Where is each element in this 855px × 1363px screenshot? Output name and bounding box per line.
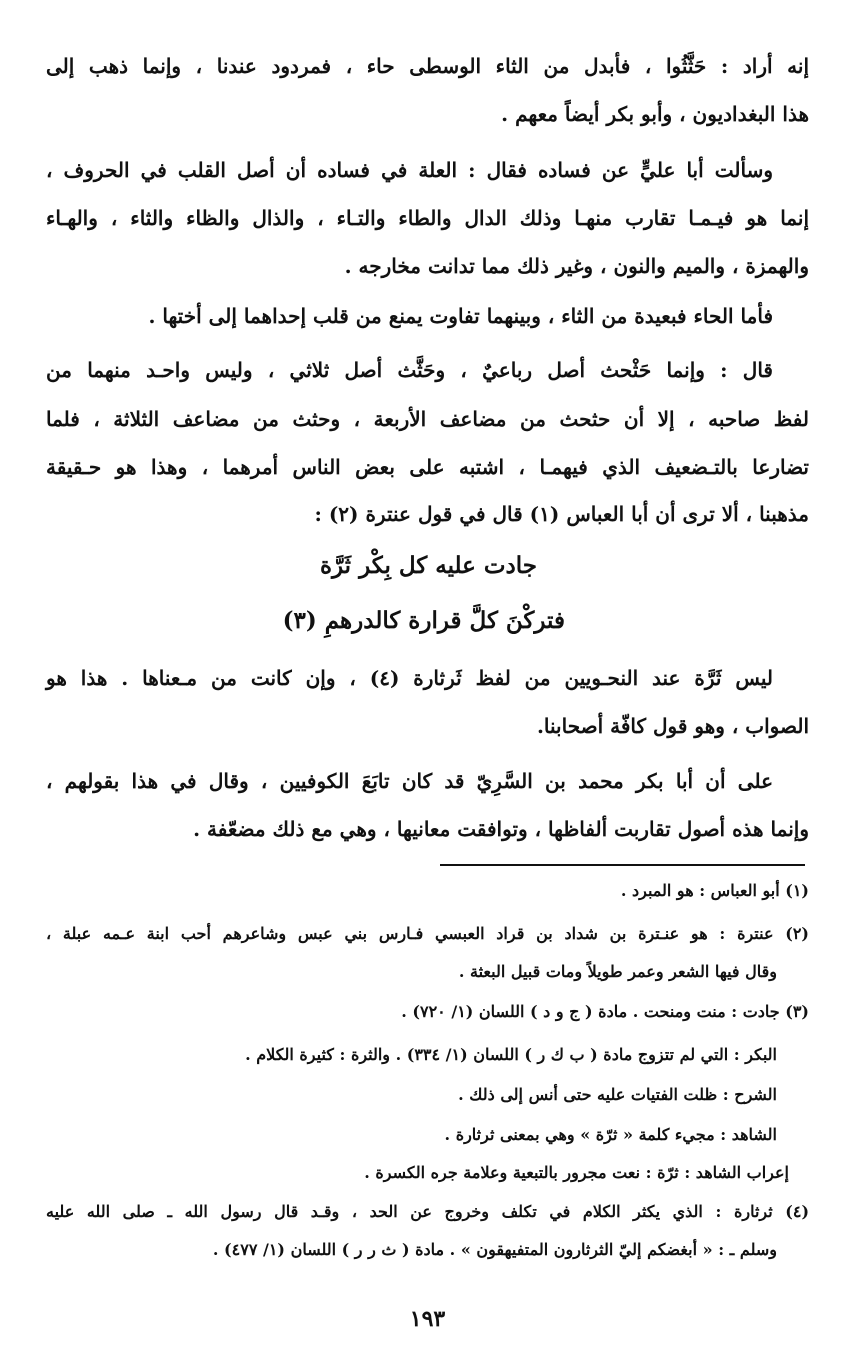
footnote-line: وسلم ـ : « أبغضكم إليّ الثرثارون المتفيهقون » . مادة ( ث ر ر ) اللسان (١/ ٤٧٧) .: [212, 1240, 777, 1259]
footnote-line: الشرح : ظلت الفتيات عليه حتى أنس إلى ذلك .: [458, 1085, 777, 1104]
text-line: مذهبنا ، ألا ترى أن أبا العباس (١) قال في قول عنترة (٢) :: [314, 502, 809, 526]
verse-line: جادت عليه كل بِكْر ثَرَّة: [319, 552, 537, 579]
text-line: وسألت أبا عليٍّ عن فساده فقال : العلة في فساده أن أصل القلب في الحروف ،: [46, 158, 773, 182]
footnote-line: (٣) جادت : منت ومنحت . مادة ( ج و د ) اللسان (١/ ٧٢٠) .: [401, 1002, 809, 1021]
text-line: والهمزة ، والميم والنون ، وغير ذلك مما تدانت مخارجه .: [344, 254, 809, 278]
text-line: فأما الحاء فبعيدة من الثاء ، وبينهما تفاوت يمنع من قلب إحداهما إلى أختها .: [148, 304, 773, 328]
footnote-line: (١) أبو العباس : هو المبرد .: [620, 881, 809, 900]
text-line: قال : وإنما حَثْحث أصل رباعيٌ ، وحَثَّث أصل ثلاثي ، وليس واحـد منهما من: [46, 358, 773, 382]
footnote-line: وقال فيها الشعر وعمر طويلاً ومات قبيل البعثة .: [458, 962, 777, 981]
footnote-line: (٤) ثرثارة : الذي يكثر الكلام في تكلف وخروج عن الحد ، وقـد قال رسول الله ـ صلى الله عليه: [46, 1202, 810, 1221]
text-line: وإنما هذه أصول تقاربت ألفاظها ، وتوافقت معانيها ، وهي مع ذلك مضعّفة .: [193, 817, 809, 841]
text-line: هذا البغداديون ، وأبو بكر أيضاً معهم .: [501, 102, 809, 126]
footnote-line: الشاهد : مجيء كلمة « ثرّة » وهي بمعنى ثرثارة .: [444, 1125, 777, 1144]
verse-line: فتركْنَ كلَّ قرارة كالدرهمِ (٣): [282, 607, 565, 634]
text-line: تضارعا بالتـضعيف الذي فيهمـا ، اشتبه على بعض الناس أمرهما ، وهذا هو حـقيقة: [46, 455, 809, 479]
page-number: ١٩٣: [409, 1306, 446, 1332]
footnote-line: إعراب الشاهد : ثرّة : نعت مجرور بالتبعية وعلامة جره الكسرة .: [364, 1163, 789, 1182]
footnote-divider: [440, 864, 805, 866]
footnote-line: البكر : التي لم تتزوج مادة ( ب ك ر ) اللسان (١/ ٣٣٤) . والثرة : كثيرة الكلام .: [245, 1045, 777, 1064]
text-line: على أن أبا بكر محمد بن السَّرِيّ قد كان تابَعَ الكوفيين ، وقال في هذا بقولهم ،: [46, 769, 773, 793]
text-line: إنما هو فيـمـا تقارب منهـا وذلك الدال والطاء والتـاء ، والذال والظاء والثاء ، والهـاء: [46, 206, 809, 230]
text-line: لفظ صاحبه ، إلا أن حثحث من مضاعف الأربعة ، وحثث من مضاعف الثلاثة ، فلما: [46, 407, 809, 431]
text-line: الصواب ، وهو قول كافّة أصحابنا.: [536, 714, 809, 738]
text-line: إنه أراد : حَثَّثُوا ، فأبدل من الثاء الوسطى حاء ، فمردود عندنا ، وإنما ذهب إلى: [46, 54, 809, 78]
footnote-line: (٢) عنترة : هو عنـترة بن شداد بن قراد العبسي فـارس بني عبس وشاعرهم أحب ابنة عـمه عبلة ،: [46, 924, 809, 943]
text-line: ليس ثَرَّة عند النحـويين من لفظ ثَرثارة (٤) ، وإن كانت من مـعناها . هذا هو: [46, 666, 773, 690]
